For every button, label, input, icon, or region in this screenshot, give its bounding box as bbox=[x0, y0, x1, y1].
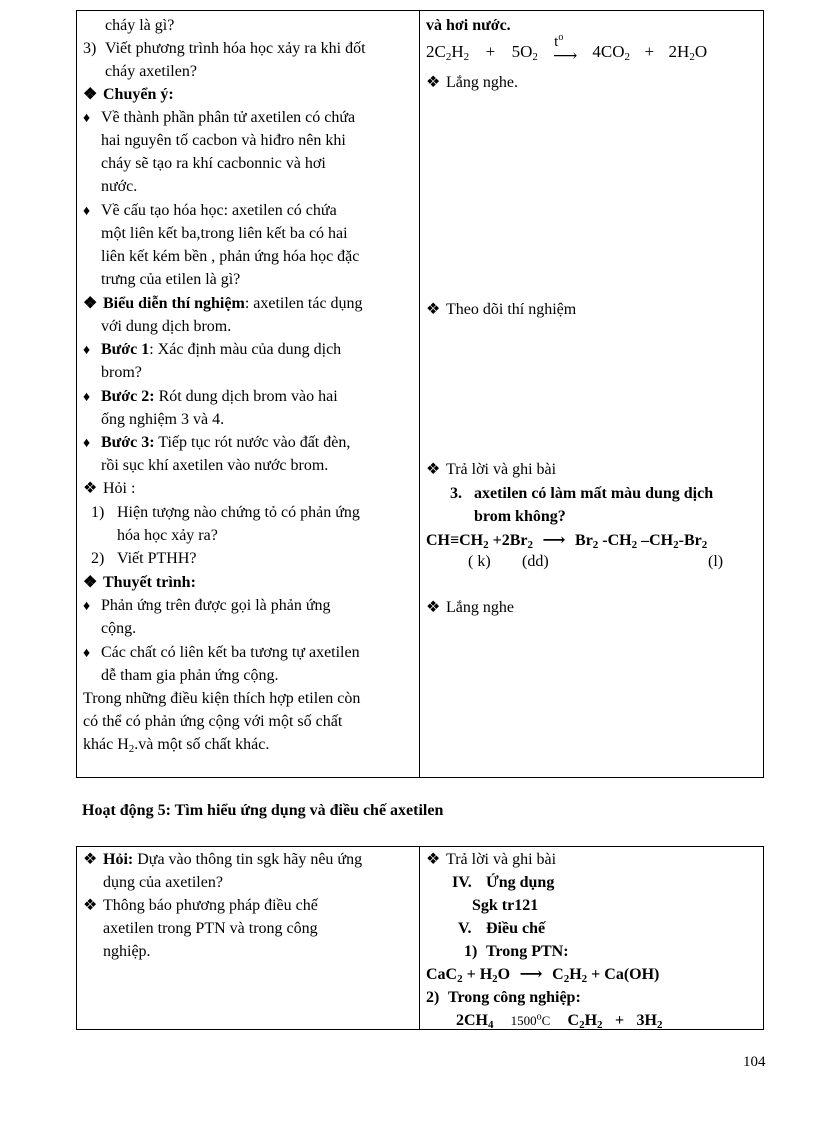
diamond-star-icon: ❖ bbox=[83, 295, 98, 312]
section-v: V. Điều chế bbox=[458, 920, 546, 937]
text-line: với dung dịch brom. bbox=[101, 318, 232, 335]
teacher-column bbox=[77, 11, 420, 777]
answer-question-3: 3. axetilen có làm mất màu dung dịch bbox=[450, 485, 714, 502]
table-activity-4 bbox=[76, 10, 764, 778]
text-line: liên kết kém bền , phản ứng hóa học đặc bbox=[101, 248, 360, 265]
text-line: Sgk tr121 bbox=[472, 897, 539, 914]
student-column bbox=[420, 11, 763, 777]
chuyen-y-heading: ❖ Chuyển ý: bbox=[83, 84, 174, 106]
step-1: ♦ Bước 1: Xác định màu của dung dịch bbox=[83, 339, 341, 362]
reaction-arrow: ⟶ bbox=[519, 966, 543, 983]
answer-note: ❖ Trả lời và ghi bài bbox=[426, 459, 556, 481]
text-line: một liên kết ba,trong liên kết ba có hai bbox=[101, 225, 348, 242]
hoi-heading: ❖ Hỏi : bbox=[83, 478, 135, 500]
observe-note: ❖ Theo dõi thí nghiệm bbox=[426, 299, 576, 321]
state-label: ( k) bbox=[468, 553, 491, 570]
announce-method: ❖ Thông báo phương pháp điều chế bbox=[83, 895, 318, 917]
answer-note: ❖ Trả lời và ghi bài bbox=[426, 849, 556, 871]
text-line: rồi sục khí axetilen vào nước brom. bbox=[101, 457, 329, 474]
text-line: khác $H_2.và$ một số chất khác. bbox=[83, 736, 270, 755]
diamond-star-icon: ❖ bbox=[83, 897, 98, 914]
diamond-star-icon: ❖ bbox=[426, 301, 441, 318]
text-line: dụng của axetilen? bbox=[103, 874, 223, 891]
text-line: dễ tham gia phản ứng cộng. bbox=[101, 667, 279, 684]
diamond-star-icon: ❖ bbox=[426, 74, 441, 91]
statement-1: ♦ Phản ứng trên được gọi là phản ứng bbox=[83, 595, 331, 618]
text-line: cộng. bbox=[101, 620, 137, 637]
diamond-icon: ♦ bbox=[83, 204, 91, 219]
temperature-label: 1500$^o$C bbox=[510, 1011, 551, 1028]
text-line: Trong những điều kiện thích hợp etilen còn bbox=[83, 690, 361, 707]
diamond-star-icon: ❖ bbox=[83, 851, 98, 868]
section-iv: IV. Ứng dụng bbox=[452, 874, 555, 891]
reaction-arrow: $t^o$ ⟶ bbox=[552, 32, 578, 65]
equation-combustion: $2C_2H_2 + 5O_2$ $t^o$ ⟶ $4CO_2 + 2H_2O$ bbox=[426, 32, 708, 65]
text-line: trưng của etilen là gì? bbox=[101, 271, 241, 288]
text-line: nghiệp. bbox=[103, 943, 151, 960]
text-line: hóa học xảy ra? bbox=[117, 527, 218, 544]
text-line: nước. bbox=[101, 178, 138, 195]
hoi-question-1: 1) Hiện tượng nào chứng tỏ có phản ứng bbox=[91, 504, 360, 521]
diamond-icon: ♦ bbox=[83, 390, 91, 405]
bieu-dien-heading: ❖ Biểu diễn thí nghiệm: axetilen tác dụng bbox=[83, 293, 363, 315]
text-line: ống nghiệm 3 và 4. bbox=[101, 411, 225, 428]
step-3: ♦ Bước 3: Tiếp tục rót nước vào đất đèn, bbox=[83, 432, 350, 455]
statement-2: ♦ Các chất có liên kết ba tương tự axetilen bbox=[83, 642, 360, 665]
point-1: ♦ Về thành phần phân tử axetilen có chứa bbox=[83, 107, 355, 130]
student-column bbox=[420, 847, 763, 1029]
text-line: cháy axetilen? bbox=[105, 63, 197, 80]
diamond-icon: ♦ bbox=[83, 343, 91, 358]
equation-bromination: $CH\equiv CH_2 +2Br_2$ ⟶ $Br_2$ $-CH_2$ $-CH_2-Br_2$ bbox=[426, 532, 708, 551]
text-line: cháy là gì? bbox=[105, 17, 175, 34]
hoi-question-2: 2) Viết PTHH? bbox=[91, 550, 197, 567]
text-line: cháy sẽ tạo ra khí cacbonnic và hơi bbox=[101, 155, 326, 172]
diamond-icon: ♦ bbox=[83, 599, 91, 614]
text-line: và hơi nước. bbox=[426, 17, 511, 34]
thuyet-trinh-heading: ❖ Thuyết trình: bbox=[83, 572, 196, 594]
equation-lab: $CaC_2 + H_2O$ ⟶ $C_2H_2 + Ca(OH)$ bbox=[426, 966, 660, 985]
section-heading: Hoạt động 5: Tìm hiểu ứng dụng và điều chế axetilen bbox=[82, 802, 444, 819]
page-number: 104 bbox=[743, 1054, 766, 1070]
diamond-star-icon: ❖ bbox=[83, 480, 98, 497]
diamond-star-icon: ❖ bbox=[426, 851, 441, 868]
table-activity-5 bbox=[76, 846, 764, 1030]
reaction-arrow: ⟶ bbox=[542, 532, 566, 549]
text-line: axetilen trong PTN và trong công bbox=[103, 920, 318, 937]
text-line: brom? bbox=[101, 364, 142, 381]
diamond-star-icon: ❖ bbox=[83, 574, 98, 591]
industry-method: 2) Trong công nghiệp: bbox=[426, 989, 581, 1006]
diamond-star-icon: ❖ bbox=[426, 599, 441, 616]
question-uses: ❖ Hỏi: Dựa vào thông tin sgk hãy nêu ứng bbox=[83, 849, 362, 871]
state-label: (l) bbox=[708, 553, 724, 570]
diamond-star-icon: ❖ bbox=[426, 461, 441, 478]
teacher-column bbox=[77, 847, 420, 1029]
diamond-icon: ♦ bbox=[83, 436, 91, 451]
text-line: brom không? bbox=[474, 508, 566, 525]
text-line: hai nguyên tố cacbon và hiđro nên khi bbox=[101, 132, 346, 149]
point-2: ♦ Về cấu tạo hóa học: axetilen có chứa bbox=[83, 200, 337, 223]
listen-note-2: ❖ Lắng nghe bbox=[426, 597, 514, 619]
state-label: (dd) bbox=[522, 553, 549, 570]
diamond-star-icon: ❖ bbox=[83, 86, 98, 103]
step-2: ♦ Bước 2: Rót dung dịch brom vào hai bbox=[83, 386, 338, 409]
question-3: 3) Viết phương trình hóa học xảy ra khi đốt bbox=[83, 40, 366, 57]
diamond-icon: ♦ bbox=[83, 646, 91, 661]
text-line: có thể có phản ứng cộng với một số chất bbox=[83, 713, 343, 730]
lab-method: 1) Trong PTN: bbox=[464, 943, 569, 960]
equation-industry: $2CH_4$ 1500$^o$C $C_2H_2 + 3H_2$ bbox=[456, 1011, 663, 1031]
listen-note-1: ❖ Lắng nghe. bbox=[426, 72, 518, 94]
diamond-icon: ♦ bbox=[83, 111, 91, 126]
